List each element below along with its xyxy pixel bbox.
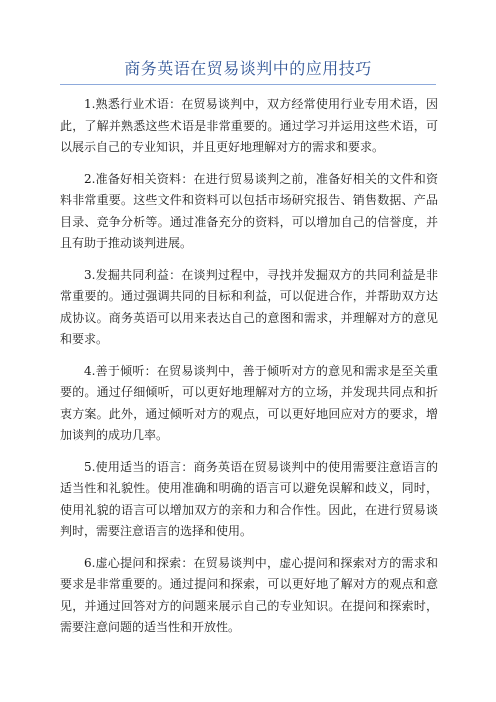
title-underline [60,84,436,85]
document-body [60,94,438,649]
paragraph-2: 2.准备好相关资料：在进行贸易谈判之前，准备好相关的文件和资料非常重要。这些文件和资料可以包括市场研究报告、销售数据、产品目录、竞争分析等。通过准备充分的资料，可以增加自己的信誉度，并且有助于推动谈判进展。 [60,171,438,250]
paragraph-3: 3.发掘共同利益：在谈判过程中，寻找并发掘双方的共同利益是非常重要的。通过强调共同的目标和利益，可以促进合作，并帮助双方达成协议。商务英语可以用来表达自己的意图和需求，并理解对方的意见和要求。 [60,267,438,346]
paragraph-6: 6.虚心提问和探索：在贸易谈判中，虚心提问和探索对方的需求和要求是非常重要的。通过提问和探索，可以更好地了解对方的观点和意见，并通过回答对方的问题来展示自己的专业知识。在提问和探索时，需要注意问题的适当性和开放性。 [60,555,438,634]
paragraph-5: 5.使用适当的语言：商务英语在贸易谈判中的使用需要注意语言的适当性和礼貌性。使用准确和明确的语言可以避免误解和歧义，同时，使用礼貌的语言可以增加双方的亲和力和合作性。因此，在进行贸易谈判时，需要注意语言的选择和使用。 [60,459,438,538]
document-title: 商务英语在贸易谈判中的应用技巧 [124,59,372,78]
paragraph-1: 1.熟悉行业术语：在贸易谈判中，双方经常使用行业专用术语，因此，了解并熟悉这些术语是非常重要的。通过学习并运用这些术语，可以展示自己的专业知识，并且更好地理解对方的需求和要求。 [60,97,438,154]
paragraph-4: 4.善于倾听：在贸易谈判中，善于倾听对方的意见和需求是至关重要的。通过仔细倾听，可以更好地理解对方的立场，并发现共同点和折衷方案。此外，通过倾听对方的观点，可以更好地回应对方的要求，增加谈判的成功几率。 [60,363,438,442]
